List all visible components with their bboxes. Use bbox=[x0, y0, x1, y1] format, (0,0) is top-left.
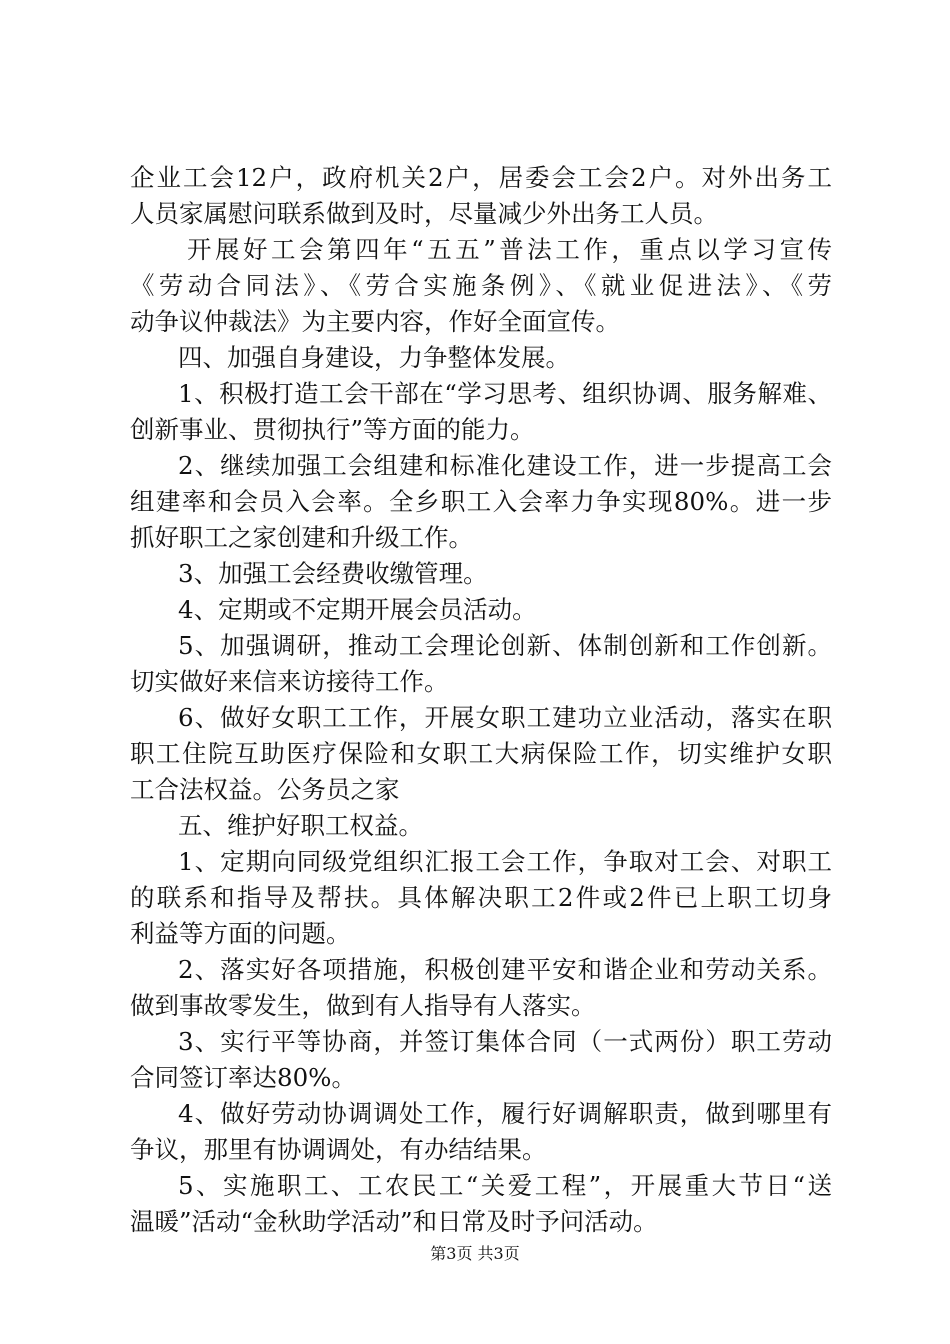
text-line: 4、定期或不定期开展会员活动。 bbox=[178, 595, 537, 624]
text-line: 利益等方面的问题。 bbox=[130, 919, 351, 948]
text-line: 争议，那里有协调调处，有办结结果。 bbox=[130, 1135, 547, 1164]
text-line: 3、实行平等协商，并签订集体合同（一式两份）职工劳动 bbox=[178, 1027, 832, 1056]
text-line: 工合法权益。公务员之家 bbox=[130, 775, 400, 804]
text-line: 4、做好劳动协调调处工作，履行好调解职责，做到哪里有 bbox=[178, 1099, 832, 1128]
section-heading: 四、加强自身建设，力争整体发展。 bbox=[178, 343, 570, 372]
text-line: 职工住院互助医疗保险和女职工大病保险工作，切实维护女职 bbox=[130, 739, 832, 768]
text-line: 动争议仲裁法》为主要内容，作好全面宣传。 bbox=[130, 307, 620, 336]
text-line: 5、实施职工、工农民工“关爱工程”，开展重大节日“送 bbox=[178, 1171, 832, 1200]
text-line: 人员家属慰问联系做到及时，尽量减少外出务工人员。 bbox=[130, 199, 718, 228]
text-line: 的联系和指导及帮扶。具体解决职工2件或2件已上职工切身 bbox=[130, 883, 832, 912]
text-line: 切实做好来信来访接待工作。 bbox=[130, 667, 449, 696]
text-line: 3、加强工会经费收缴管理。 bbox=[178, 559, 488, 588]
text-line: 5、加强调研，推动工会理论创新、体制创新和工作创新。 bbox=[178, 631, 832, 660]
text-line: 抓好职工之家创建和升级工作。 bbox=[130, 523, 473, 552]
text-line: 做到事故零发生，做到有人指导有人落实。 bbox=[130, 991, 596, 1020]
text-line: 合同签订率达80%。 bbox=[130, 1063, 356, 1092]
document-body bbox=[130, 160, 832, 1240]
text-line: 6、做好女职工工作，开展女职工建功立业活动，落实在职 bbox=[178, 703, 832, 732]
text-line: 创新事业、贯彻执行”等方面的能力。 bbox=[130, 415, 535, 444]
text-line: 开展好工会第四年“五五”普法工作，重点以学习宣传 bbox=[187, 235, 832, 264]
text-line: 《劳动合同法》、《劳合实施条例》、《就业促进法》、《劳 bbox=[130, 271, 832, 300]
text-line: 温暖”活动“金秋助学活动”和日常及时予问活动。 bbox=[130, 1207, 658, 1236]
text-line: 1、积极打造工会干部在“学习思考、组织协调、服务解难、 bbox=[178, 379, 832, 408]
text-line: 企业工会12户，政府机关2户，居委会工会2户。对外出务工 bbox=[130, 163, 832, 192]
page-number-footer: 第3页 共3页 bbox=[430, 1244, 520, 1263]
text-line: 2、落实好各项措施，积极创建平安和谐企业和劳动关系。 bbox=[178, 955, 832, 984]
text-line: 组建率和会员入会率。全乡职工入会率力争实现80%。进一步 bbox=[130, 487, 832, 516]
text-line: 1、定期向同级党组织汇报工会工作，争取对工会、对职工 bbox=[178, 847, 832, 876]
text-line: 2、继续加强工会组建和标准化建设工作，进一步提高工会 bbox=[178, 451, 832, 480]
section-heading: 五、维护好职工权益。 bbox=[178, 811, 423, 840]
